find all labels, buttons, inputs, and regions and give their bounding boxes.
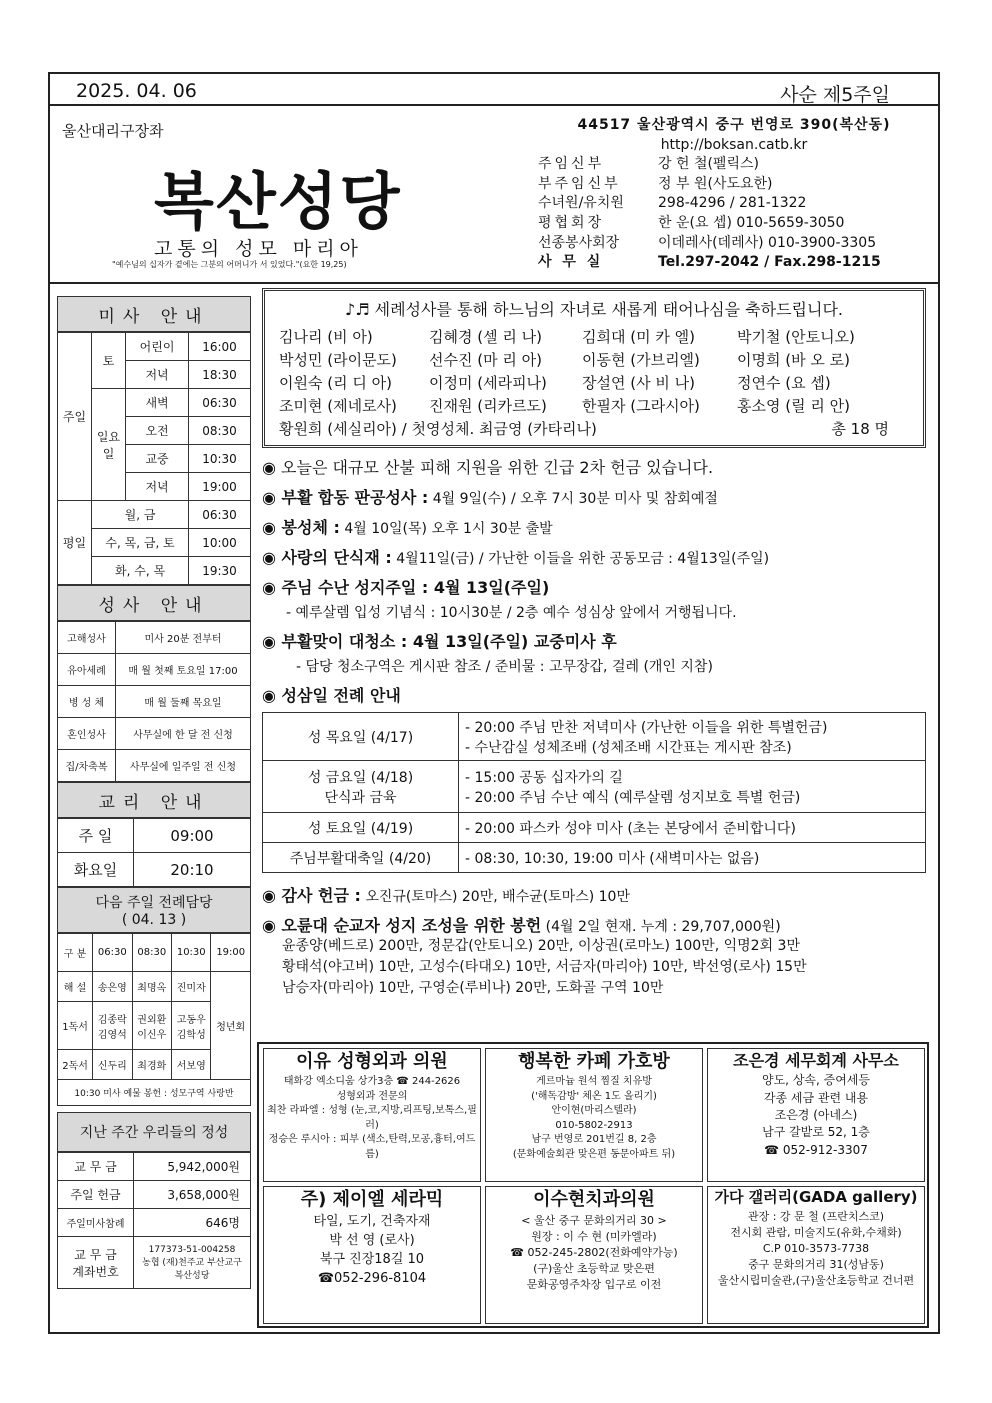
notice-1: ◉ 오늘은 대규모 산불 피해 지원을 위한 긴급 2차 헌금 있습니다. bbox=[262, 458, 714, 477]
mass-table: 주일 토 어린이 16:00 저녁 18:30 일요일 새벽 06:30 오전 08:30 교중 10:30 저녁 19:00 평일 월, 금 06:30 수, 목, 금, 토 10:00 화, 수, 목 19:30 bbox=[57, 332, 251, 585]
notice-6-detail: - 담당 청소구역은 게시판 참조 / 준비물 : 고무장갑, 걸레 (개인 지참) bbox=[296, 659, 713, 675]
thanks-offering: ◉ 감사 헌금 : 오진규(토마스) 20만, 배수균(토마스) 10만 bbox=[262, 886, 630, 905]
baptism-box: ♪♬ 세례성사를 통해 하느님의 자녀로 새롭게 태어나심을 축하드립니다. 김나리 (비 아) 김혜경 (셀 리 나) 김희대 (미 카 엘) 박기철 (안토니오) 박성민 (라이문도) 선수진 (마 리 아) 이동현 (가브리엘) 이명희 (바 오 로) 이원숙 (리 디 아) 이정미 (세라피나) 장설연 (사 비 나) 정연수 (요 셉) 조미현 (제네로사) 진재원 (리카르도) 한필자 (그라시아) 홍소영 (릴 리 안) 황원희 (세실리아) / 첫영성체. 최금영 (카타리나) 총 18 명 bbox=[262, 288, 926, 448]
triduum-table: 성 목요일 (4/17) - 20:00 주님 만찬 저녁미사 (가난한 이들을 위한 특별헌금) - 수난감실 성체조배 (성체조배 시간표는 게시판 참조) 성 금요일 (4/18) 단식과 금육 - 15:00 공동 십자가의 길 - 20:00 주님 수난 예식 (예루살렘 성지보호 특별 헌금) 성 토요일 (4/19) - 20:00 파스카 성야 미사 (초는 본당에서 준비합니다) 주님부활대축일 (4/20) - 08:30, 10:30, 19:00 미사 (새벽미사는 없음) bbox=[262, 712, 926, 873]
ad-clinic: 이유 성형외과 의원 태화강 엑소디움 상가3층 ☎ 244-2626 성형외과 전문의 최찬 라파엘 : 성형 (눈,코,지방,리프팅,보톡스,필러) 정승은 루시아 : 피부 (색소,탄력,모공,흉터,여드름) bbox=[263, 1048, 481, 1182]
contact-info: 44517 울산광역시 중구 번영로 390(복산동) http://boksan.catb.kr 주임신부 강 헌 철(펠릭스) 부주임신부 정 부 원(사도요한) 수녀원/유치원 298-4296 / 281-1322 평협회장 한 운(요 셉) 010-5659-3050 선종봉사회장 이데레사(데레사) 010-3900-3305 사 무 실 Tel.297-2042 / Fax.298-1215 bbox=[538, 116, 930, 273]
ad-cafe: 행복한 카페 가호방 게르마늄 원석 찜질 치유방 ('해독감방' 체온 1도 올리기) 안이현(마리스텔라) 010-5802-2913 남구 번영로 201번길 8, 2층 (문화예술회관 맞은편 동문아파트 뒤) bbox=[485, 1048, 703, 1182]
patron-name: 고통의 성모 마리아 bbox=[154, 238, 363, 260]
ad-gallery: 가다 갤러리(GADA gallery) 관장 : 강 문 철 (프란치스코) 전시회 관람, 미술지도(유화,수채화) C.P 010-3573-7738 중구 문화의거리 31(성남동) 울산시립미술관,(구)울산초등학교 건너편 bbox=[707, 1186, 925, 1324]
offering-title: 지난 주간 우리들의 정성 bbox=[57, 1112, 251, 1152]
mass-title: 미사 안내 bbox=[57, 296, 251, 332]
martyr-offering: ◉ 오륜대 순교자 성지 조성을 위한 봉헌 (4월 2일 현재. 누계 : 29,707,000원) bbox=[262, 916, 781, 935]
notice-5-detail: - 예루살렘 입성 기념식 : 10시30분 / 2층 예수 성심상 앞에서 거행됩니다. bbox=[286, 605, 737, 621]
baptism-title: ♪♬ 세례성사를 통해 하느님의 자녀로 새롭게 태어나심을 축하드립니다. bbox=[344, 300, 843, 319]
offering-table: 교 무 금 5,942,000원 주일 헌금 3,658,000원 주일미사참례 646명 교 무 금 계좌번호 177373-51-004258 농협 (재)천주교 부산교구 복산성당 bbox=[57, 1152, 251, 1289]
ad-dental: 이수현치과의원 < 울산 중구 문화의거리 30 > 원장 : 이 수 현 (미카엘라) ☎ 052-245-2802(전화예약가능) (구)울산 초등학교 맞은편 문화공영주차장 입구로 이전 bbox=[485, 1186, 703, 1324]
ad-ceramic: 주) 제이엘 세라믹 타일, 도기, 건축자재 박 선 영 (로사) 북구 진장18길 10 ☎052-296-8104 bbox=[263, 1186, 481, 1324]
ads-section bbox=[257, 1042, 929, 1328]
sacrament-title: 성사 안내 bbox=[57, 585, 251, 621]
website-link[interactable]: http://boksan.catb.kr bbox=[660, 136, 808, 153]
notice-2: ◉ 부활 합동 판공성사 : 4월 9일(수) / 오후 7시 30분 미사 및 참회예절 bbox=[262, 488, 718, 507]
patron-quote: "예수님의 십자가 곁에는 그분의 어머니가 서 있었다."(요한 19,25) bbox=[112, 260, 347, 269]
left-column bbox=[57, 296, 251, 1289]
next-week-table: 구 분 06:30 08:30 10:30 19:00 해 설 송은영 최명옥 진미자 청년회 1독서 김종락 김영석 권외환 이신우 고동우 김학성 2독서 신두리 최경화 서보영 10:30 미사 예물 봉헌 : 성모구역 사랑반 bbox=[57, 933, 251, 1106]
sacrament-table: 고해성사 미사 20분 전부터 유아세례 매 월 첫째 토요일 17:00 병 성 체 매 월 둘째 목요일 혼인성사 사무실에 한 달 전 신청 집/차축복 사무실에 일주일 전 신청 bbox=[57, 621, 251, 782]
catechism-title: 교리 안내 bbox=[57, 782, 251, 818]
issue-date: 2025. 04. 06 bbox=[76, 80, 197, 102]
catechism-table: 주 일 09:00 화요일 20:10 bbox=[57, 818, 251, 887]
notice-7: ◉ 성삼일 전례 안내 bbox=[262, 686, 401, 705]
martyr-donors: 윤종양(베드로) 200만, 정문갑(안토니오) 20만, 이상권(로마노) 100만, 익명2회 3만 황태석(야고버) 10만, 고성수(타대오) 10만, 서금자(마리아) 10만, 박선영(로사) 15만 남승자(마리아) 10만, 구영순(루비나) 20만, 도화골 구역 10만 bbox=[282, 938, 807, 996]
baptism-names: 김나리 (비 아) 김혜경 (셀 리 나) 김희대 (미 카 엘) 박기철 (안토니오) 박성민 (라이문도) 선수진 (마 리 아) 이동현 (가브리엘) 이명희 (바 오 로) 이원숙 (리 디 아) 이정미 (세라피나) 장설연 (사 비 나) 정연수 (요 셉) 조미현 (제네로사) 진재원 (리카르도) 한필자 (그라시아) 홍소영 (릴 리 안) bbox=[279, 328, 855, 415]
notice-6: ◉ 부활맞이 대청소 : 4월 13일(주일) 교중미사 후 bbox=[262, 632, 617, 651]
next-week-title: 다음 주일 전례담당 ( 04. 13 ) bbox=[57, 887, 251, 933]
date-bar bbox=[48, 72, 940, 106]
ad-tax: 조은경 세무회계 사무소 양도, 상속, 증여세등 각종 세금 관련 내용 조은경 (아네스) 남구 갈밭로 52, 1층 ☎ 052-912-3307 bbox=[707, 1048, 925, 1182]
address: 44517 울산광역시 중구 번영로 390(복산동) bbox=[577, 117, 891, 133]
notice-3: ◉ 봉성체 : 4월 10일(목) 오후 1시 30분 출발 bbox=[262, 518, 553, 537]
masthead bbox=[50, 106, 938, 284]
right-column bbox=[262, 288, 926, 999]
liturgical-week: 사순 제5주일 bbox=[780, 84, 890, 106]
notice-4: ◉ 사랑의 단식재 : 4월11일(금) / 가난한 이들을 위한 공동모금 : 4월13일(주일) bbox=[262, 548, 770, 567]
diocese-label: 울산대리구장좌 bbox=[62, 122, 164, 140]
notice-5: ◉ 주님 수난 성지주일 : 4월 13일(주일) bbox=[262, 578, 550, 597]
church-name: 복산성당 bbox=[154, 165, 402, 238]
